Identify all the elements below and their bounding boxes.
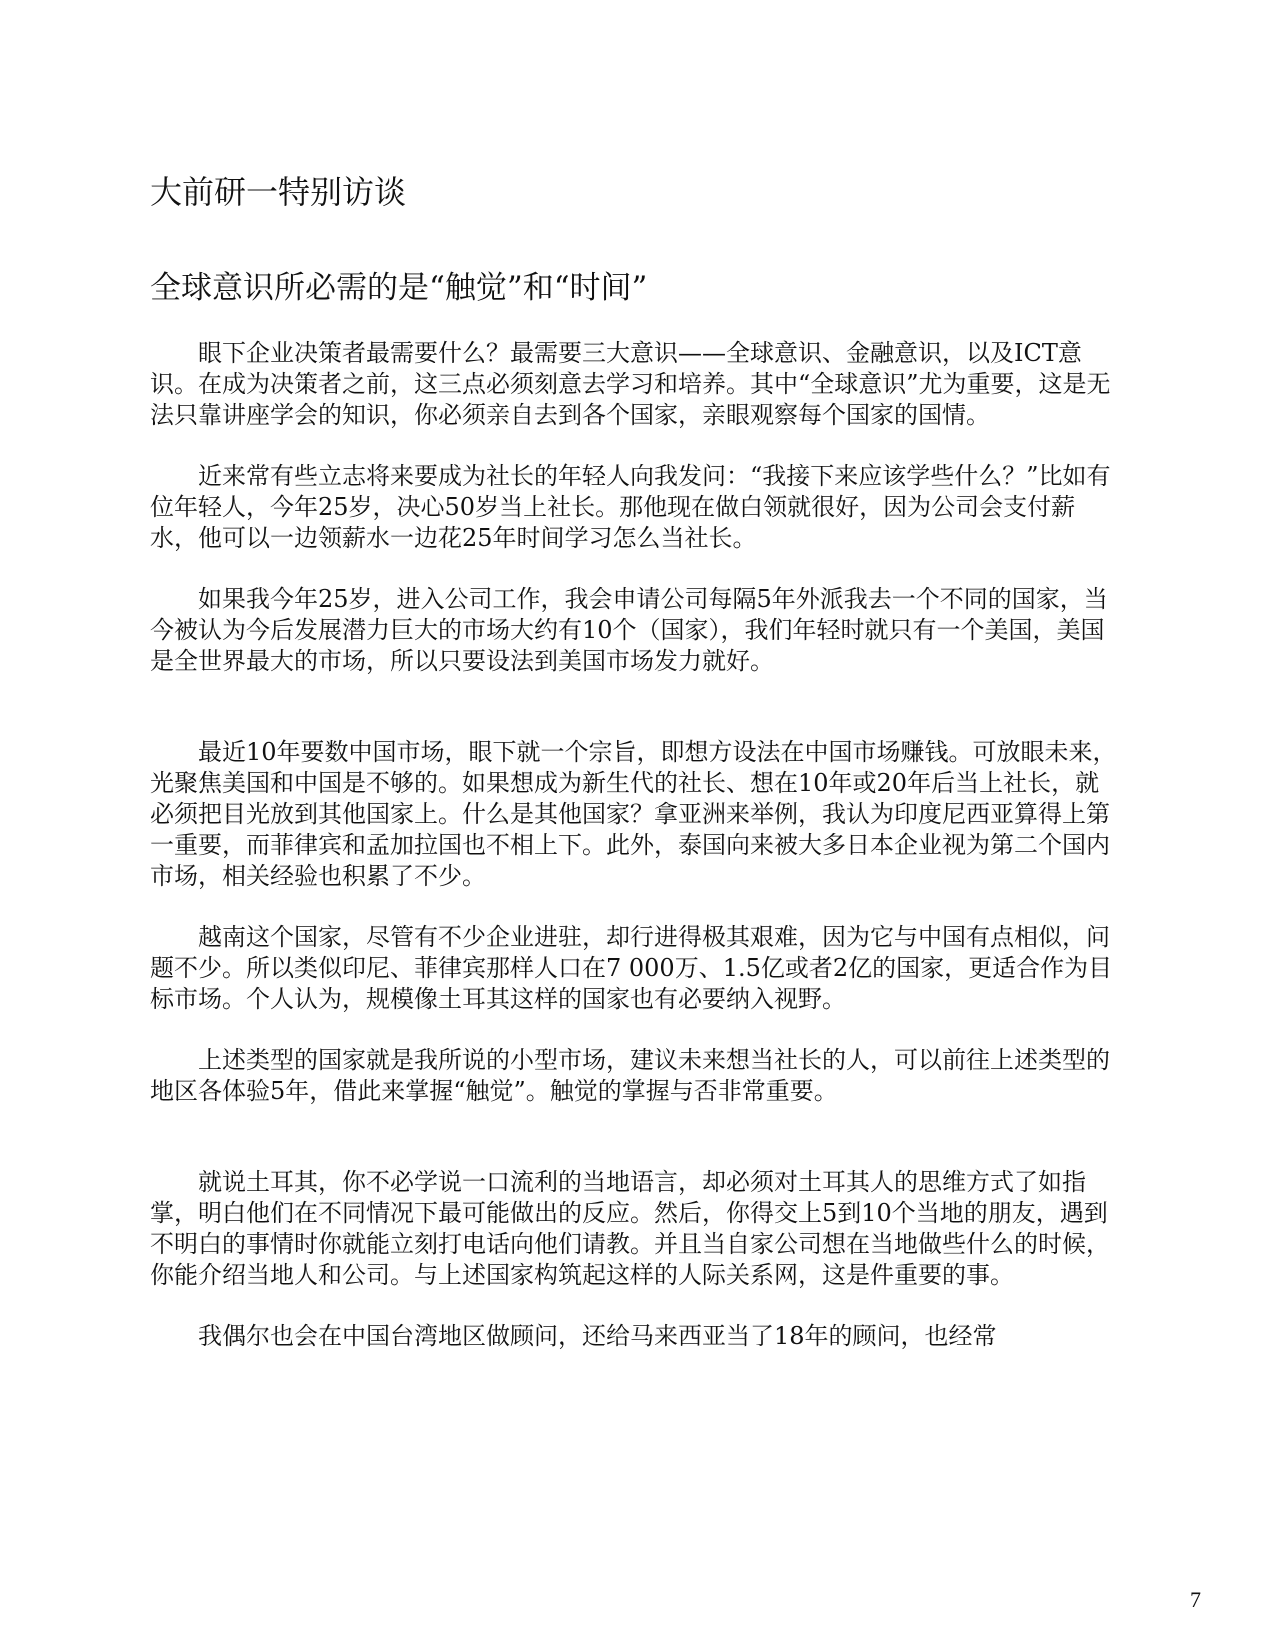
paragraph: 如果我今年25岁，进入公司工作，我会申请公司每隔5年外派我去一个不同的国家，当今被认为今后发展潜力巨大的市场大约有10个（国家），我们年轻时就只有一个美国，美国是全世界最大的市场，所以只要设法到美国市场发力就好。 <box>150 585 1108 675</box>
paragraph: 越南这个国家，尽管有不少企业进驻，却行进得极其艰难，因为它与中国有点相似，问题不少。所以类似印尼、菲律宾那样人口在7 000万、1.5亿或者2亿的国家，更适合作为目标市场。个人认为，规模像土耳其这样的国家也有必要纳入视野。 <box>150 923 1113 1013</box>
paragraph: 近来常有些立志将来要成为社长的年轻人向我发问：“我接下来应该学些什么？”比如有位年轻人，今年25岁，决心50岁当上社长。那他现在做白领就很好，因为公司会支付薪水，他可以一边领薪水一边花25年时间学习怎么当社长。 <box>150 462 1111 552</box>
paragraph: 眼下企业决策者最需要什么？最需要三大意识——全球意识、金融意识，以及ICT意识。在成为决策者之前，这三点必须刻意去学习和培养。其中“全球意识”尤为重要，这是无法只靠讲座学会的知识，你必须亲自去到各个国家，亲眼观察每个国家的国情。 <box>150 339 1111 429</box>
paragraph: 上述类型的国家就是我所说的小型市场，建议未来想当社长的人，可以前往上述类型的地区各体验5年，借此来掌握“触觉”。触觉的掌握与否非常重要。 <box>150 1046 1110 1105</box>
section-label: 大前研一特别访谈 <box>150 173 407 211</box>
paragraph: 我偶尔也会在中国台湾地区做顾问，还给马来西亚当了18年的顾问，也经常 <box>198 1322 997 1350</box>
page-content <box>150 170 1120 1382</box>
article-title: 全球意识所必需的是“触觉”和“时间” <box>150 270 648 306</box>
page-number: 7 <box>1190 1587 1201 1612</box>
article-body <box>150 338 1120 1352</box>
paragraph: 就说土耳其，你不必学说一口流利的当地语言，却必须对土耳其人的思维方式了如指掌，明白他们在不同情况下最可能做出的反应。然后，你得交上5到10个当地的朋友，遇到不明白的事情时你就能立刻打电话向他们请教。并且当自家公司想在当地做些什么的时候，你能介绍当地人和公司。与上述国家构筑起这样的人际关系网，这是件重要的事。 <box>150 1168 1110 1289</box>
paragraph: 最近10年要数中国市场，眼下就一个宗旨，即想方设法在中国市场赚钱。可放眼未来，光聚焦美国和中国是不够的。如果想成为新生代的社长、想在10年或20年后当上社长，就必须把目光放到其他国家上。什么是其他国家？拿亚洲来举例，我认为印度尼西亚算得上第一重要，而菲律宾和孟加拉国也不相上下。此外，泰国向来被大多日本企业视为第二个国内市场，相关经验也积累了不少。 <box>150 738 1117 890</box>
